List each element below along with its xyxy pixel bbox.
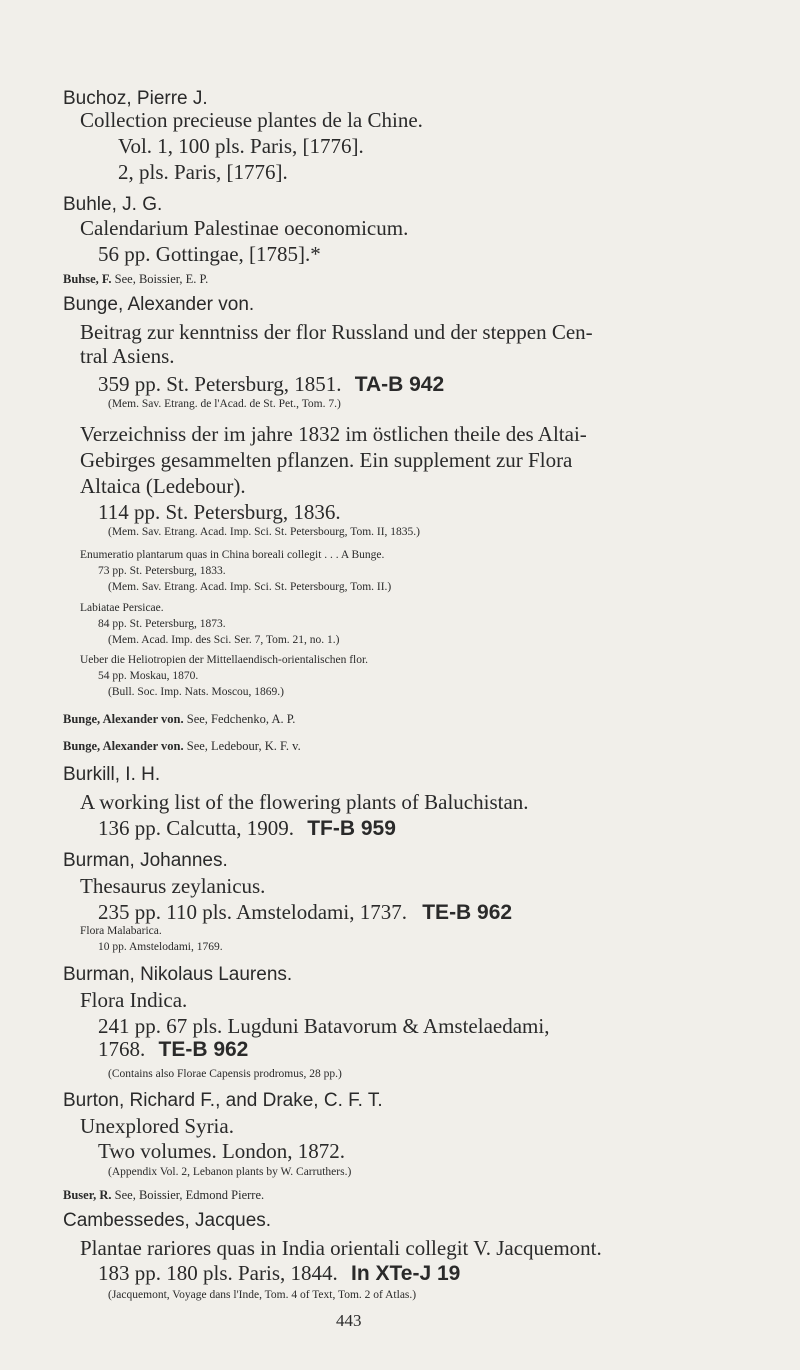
entry-title: A working list of the flowering plants of Baluchistan.: [80, 790, 529, 814]
entry-detail: [98, 900, 512, 925]
cross-reference: [63, 712, 295, 727]
entry-detail: [98, 1037, 248, 1062]
entry-note: (Mem. Sav. Etrang. de l'Acad. de St. Pet., Tom. 7.): [108, 398, 341, 410]
entry-title: Thesaurus zeylanicus.: [80, 874, 266, 898]
entry-heading: Buhle, J. G.: [63, 194, 163, 215]
imprint: 359 pp. St. Petersburg, 1851.: [98, 372, 342, 396]
xref-text: See, Fedchenko, A. P.: [186, 712, 296, 726]
xref-text: See, Ledebour, K. F. v.: [186, 739, 301, 753]
entry-detail: 54 pp. Moskau, 1870.: [98, 670, 199, 682]
entry-heading: Burman, Nikolaus Laurens.: [63, 964, 293, 985]
entry-heading: Cambessedes, Jacques.: [63, 1210, 272, 1231]
imprint: 1768.: [98, 1037, 146, 1061]
entry-heading: Burkill, I. H.: [63, 764, 161, 785]
entry-detail: Two volumes. London, 1872.: [98, 1139, 346, 1163]
entry-title: Flora Indica.: [80, 988, 188, 1012]
entry-detail: 56 pp. Gottingae, [1785].*: [98, 242, 321, 266]
xref-text: See, Boissier, E. P.: [114, 272, 209, 286]
imprint: 183 pp. 180 pls. Paris, 1844.: [98, 1261, 338, 1285]
entry-subtitle: Flora Malabarica.: [80, 925, 162, 937]
call-number: TA-B 942: [354, 373, 445, 396]
entry-detail: 73 pp. St. Petersburg, 1833.: [98, 565, 226, 577]
cross-reference: [63, 739, 301, 754]
entry-detail: 241 pp. 67 pls. Lugduni Batavorum & Amstelaedami,: [98, 1014, 550, 1038]
entry-heading: Burman, Johannes.: [63, 850, 228, 871]
entry-detail: 114 pp. St. Petersburg, 1836.: [98, 500, 341, 524]
xref-name: Buser, R.: [63, 1188, 112, 1202]
entry-note: (Mem. Sav. Etrang. Acad. Imp. Sci. St. Petersbourg, Tom. II.): [108, 581, 392, 593]
entry-heading: Bunge, Alexander von.: [63, 294, 255, 315]
entry-title: Calendarium Palestinae oeconomicum.: [80, 216, 409, 240]
entry-title: Gebirges gesammelten pflanzen. Ein supplement zur Flora: [80, 448, 573, 472]
entry-detail: [98, 372, 444, 397]
entry-note: (Contains also Florae Capensis prodromus, 28 pp.): [108, 1068, 342, 1080]
entry-note: (Mem. Acad. Imp. des Sci. Ser. 7, Tom. 21, no. 1.): [108, 634, 340, 646]
entry-detail: 2, pls. Paris, [1776].: [118, 160, 288, 184]
entry-title: Collection precieuse plantes de la Chine.: [80, 108, 423, 132]
imprint: 235 pp. 110 pls. Amstelodami, 1737.: [98, 900, 407, 924]
call-number: TE-B 962: [158, 1038, 249, 1061]
entry-heading: Buchoz, Pierre J.: [63, 88, 208, 109]
imprint: 136 pp. Calcutta, 1909.: [98, 816, 294, 840]
call-number: TE-B 962: [422, 901, 513, 924]
entry-note: (Appendix Vol. 2, Lebanon plants by W. Carruthers.): [108, 1166, 352, 1178]
entry-detail: [98, 1261, 460, 1286]
call-number: In XTe-J 19: [351, 1262, 461, 1285]
entry-detail: 10 pp. Amstelodami, 1769.: [98, 941, 223, 953]
cross-reference: [63, 1188, 264, 1203]
entry-detail: 84 pp. St. Petersburg, 1873.: [98, 618, 226, 630]
xref-name: Bunge, Alexander von.: [63, 712, 184, 726]
entry-subtitle: Ueber die Heliotropien der Mittellaendisch-orientalischen flor.: [80, 654, 369, 666]
entry-note: (Mem. Sav. Etrang. Acad. Imp. Sci. St. Petersbourg, Tom. II, 1835.): [108, 526, 420, 538]
page-number: 443: [336, 1311, 362, 1330]
entry-title: tral Asiens.: [80, 344, 175, 368]
entry-title: Verzeichniss der im jahre 1832 im östlichen theile des Altai-: [80, 422, 587, 446]
entry-title: Plantae rariores quas in India orientali collegit V. Jacquemont.: [80, 1236, 602, 1260]
entry-note: (Jacquemont, Voyage dans l'Inde, Tom. 4 of Text, Tom. 2 of Atlas.): [108, 1289, 417, 1301]
entry-detail: Vol. 1, 100 pls. Paris, [1776].: [118, 134, 364, 158]
call-number: TF-B 959: [307, 817, 396, 840]
entry-title: Beitrag zur kenntniss der flor Russland und der steppen Cen-: [80, 320, 593, 344]
entry-title: Altaica (Ledebour).: [80, 474, 246, 498]
xref-name: Buhse, F.: [63, 272, 112, 286]
xref-name: Bunge, Alexander von.: [63, 739, 184, 753]
entry-subtitle: Labiatae Persicae.: [80, 602, 164, 614]
entry-detail: [98, 816, 396, 841]
entry-title: Unexplored Syria.: [80, 1114, 234, 1138]
entry-heading: Burton, Richard F., and Drake, C. F. T.: [63, 1090, 383, 1111]
entry-note: (Bull. Soc. Imp. Nats. Moscou, 1869.): [108, 686, 285, 698]
xref-text: See, Boissier, Edmond Pierre.: [114, 1188, 265, 1202]
cross-reference: [63, 272, 208, 287]
entry-subtitle: Enumeratio plantarum quas in China boreali collegit . . . A Bunge.: [80, 549, 385, 561]
